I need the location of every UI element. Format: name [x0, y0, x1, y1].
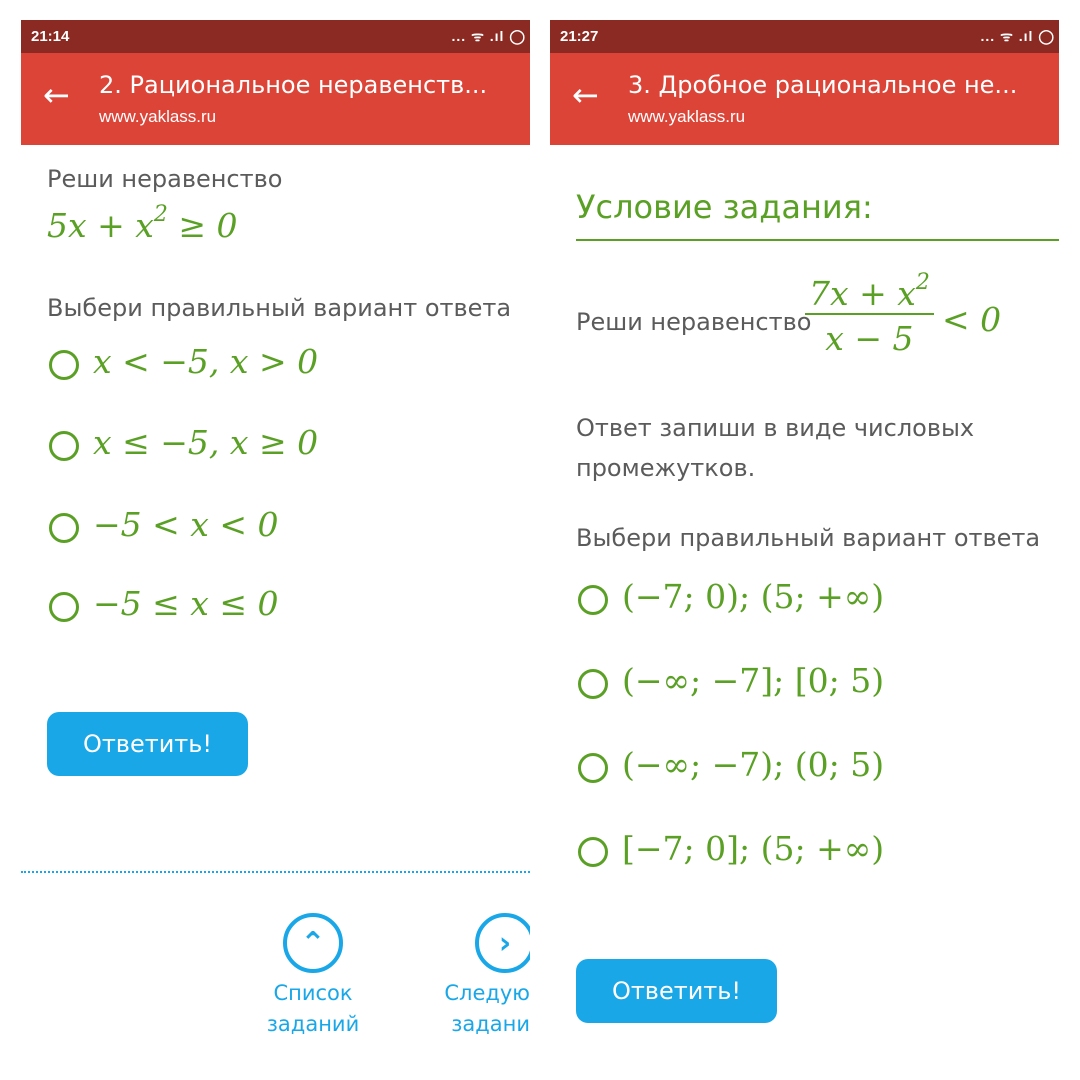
app-bar — [21, 53, 530, 145]
page-title: 3. Дробное рациональное не... — [628, 71, 1018, 99]
submit-answer-button[interactable]: Ответить! — [47, 712, 248, 776]
option-text: x ≤ −5, x ≥ 0 — [93, 423, 319, 462]
task-list-link[interactable] — [251, 978, 375, 1040]
radio-button[interactable] — [578, 837, 608, 867]
status-bar — [21, 20, 530, 53]
task-expression — [47, 202, 238, 245]
divider — [21, 871, 530, 873]
radio-button[interactable] — [578, 585, 608, 615]
divider — [576, 239, 1059, 241]
status-icons: ... ᯤ .ıl ◯ — [980, 28, 1055, 44]
left-screen — [21, 20, 530, 1080]
numerator-main: 7x + x — [809, 274, 916, 313]
condition-title: Условие задания: — [576, 188, 873, 226]
back-arrow-icon[interactable]: ← — [43, 76, 70, 114]
radio-button[interactable] — [49, 592, 79, 622]
page-url: www.yaklass.ru — [628, 107, 746, 126]
right-screen — [550, 20, 1059, 1080]
radio-button[interactable] — [578, 669, 608, 699]
choose-label: Выбери правильный вариант ответа — [47, 294, 512, 322]
chevron-right-icon[interactable]: › — [475, 913, 530, 973]
radio-button[interactable] — [578, 753, 608, 783]
fraction-numerator — [805, 270, 934, 315]
radio-button[interactable] — [49, 431, 79, 461]
expression-tail: ≥ 0 — [167, 206, 238, 245]
expression-main: 5x + x — [47, 206, 154, 245]
app-bar — [550, 53, 1059, 145]
expression-exponent: 2 — [153, 202, 168, 227]
task-list-label-1: Список — [273, 981, 353, 1005]
numerator-exponent: 2 — [915, 270, 930, 295]
task-prompt: Реши неравенство — [47, 165, 283, 193]
option-text: (−∞; −7]; [0; 5) — [622, 661, 885, 700]
option-text: [−7; 0]; (5; +∞) — [622, 829, 885, 868]
answer-hint — [576, 408, 974, 488]
task-fraction — [805, 270, 934, 358]
option-text: −5 < x < 0 — [93, 505, 279, 544]
status-time: 21:27 — [560, 28, 599, 45]
task-prompt: Реши неравенство — [576, 308, 812, 336]
choose-label: Выбери правильный вариант ответа — [576, 524, 1041, 552]
task-list-label-2: заданий — [266, 1012, 360, 1036]
option-text: x < −5, x > 0 — [93, 342, 319, 381]
status-icons: ... ᯤ .ıl ◯ — [451, 28, 526, 44]
answer-hint-line-1: Ответ запиши в виде числовых — [576, 414, 975, 442]
next-task-label-1: Следую — [444, 981, 530, 1005]
radio-button[interactable] — [49, 513, 79, 543]
fraction-denominator: x − 5 — [825, 319, 914, 358]
status-time: 21:14 — [31, 28, 70, 45]
fraction-tail: < 0 — [942, 300, 1002, 339]
status-bar — [550, 20, 1059, 53]
option-text: (−7; 0); (5; +∞) — [622, 577, 885, 616]
radio-button[interactable] — [49, 350, 79, 380]
next-task-label-2: задани — [451, 1012, 530, 1036]
option-text: −5 ≤ x ≤ 0 — [93, 584, 279, 623]
option-text: (−∞; −7); (0; 5) — [622, 745, 885, 784]
page-title: 2. Рациональное неравенств... — [99, 71, 488, 99]
back-arrow-icon[interactable]: ← — [572, 76, 599, 114]
page-url: www.yaklass.ru — [99, 107, 217, 126]
submit-answer-button[interactable]: Ответить! — [576, 959, 777, 1023]
chevron-up-icon[interactable]: ⌃ — [283, 913, 343, 973]
answer-hint-line-2: промежутков. — [576, 454, 756, 482]
next-task-link[interactable] — [441, 978, 530, 1040]
